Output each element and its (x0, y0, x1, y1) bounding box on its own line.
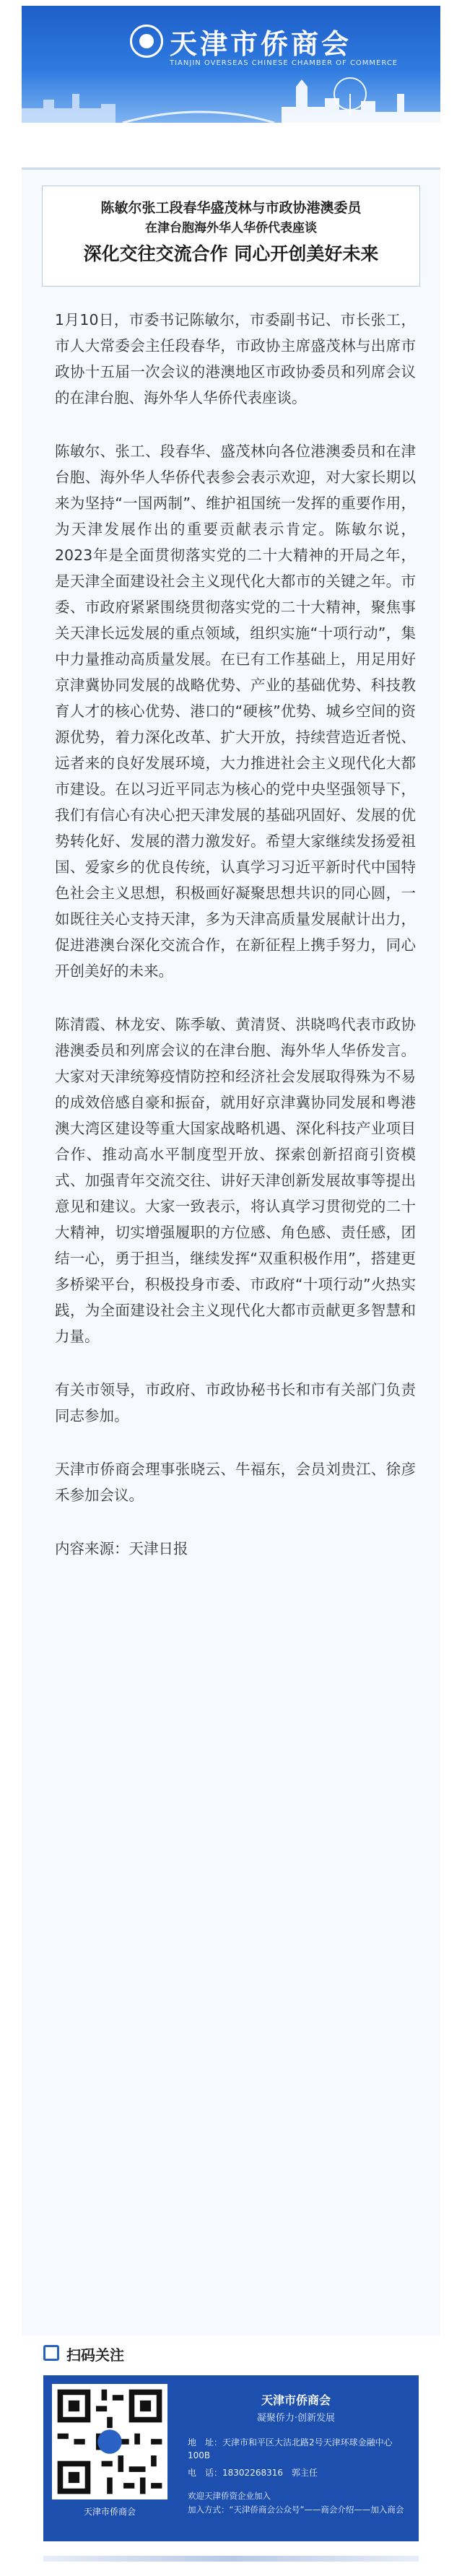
invite-text (188, 2489, 411, 2517)
scan-follow-row (43, 2339, 419, 2368)
qr-code-icon (52, 2384, 167, 2499)
org-slogan: 凝聚侨力·创新发展 (256, 2413, 336, 2424)
article-paragraph: 1月10日，市委书记陈敏尔，市委副书记、市长张工，市人大常委会主任段春华，市政协主席盛茂林与出席市政协十五届一次会议的港澳地区市政协委员和列席会议的在津台胞、海外华人华侨代表座谈。 (55, 311, 416, 406)
footer (22, 2339, 440, 2570)
qr-code[interactable] (52, 2384, 167, 2499)
article-paragraph: 有关市领导，市政府、市政协秘书长和市有关部门负责同志参加。 (55, 1381, 416, 1424)
address-value: 天津市和平区大沽北路2号天津环球金融中心100B (188, 2437, 393, 2460)
article-frame (22, 167, 440, 2336)
chamber-logo-icon (130, 25, 163, 58)
footer-divider (43, 2556, 419, 2562)
article-paragraph: 陈清霞、林龙安、陈季敏、黄清贤、洪晓鸣代表市政协港澳委员和列席会议的在津台胞、海外华人华侨发言。大家对天津统筹疫情防控和经济社会发展取得殊为不易的成效倍感自豪和振奋，就用好京津冀协同发展和粤港澳大湾区建设等重大国家战略机遇、深化科技产业项目合作、推动高水平制度型开放、探索创新招商引资模式、加强青年交流交往、讲好天津创新发展故事等提出意见和建议。大家一致表示，将认真学习贯彻党的二十大精神，切实增强履职的方位感、角色感、责任感，团结一心，勇于担当，继续发挥“双重积极作用”，搭建更多桥梁平台，积极投身市委、市政府“十项行动”火热实践，为全面建设社会主义现代化大都市贡献更多智慧和力量。 (55, 1016, 416, 1345)
banner-title: 天津市侨商会 (170, 27, 352, 60)
article-paragraph: 天津市侨商会理事张晓云、牛福东，会员刘贵江、徐彦禾参加会议。 (55, 1461, 416, 1504)
article-header (42, 186, 420, 287)
scan-follow-label: 扫码关注 (66, 2346, 124, 2364)
qr-caption: 天津市侨商会 (83, 2507, 136, 2517)
banner-subtitle: TIANJIN OVERSEAS CHINESE CHAMBER OF COMMERCE (170, 59, 398, 67)
scan-icon (43, 2345, 59, 2361)
article-kicker-line1: 陈敏尔张工段春华盛茂林与市政协港澳委员 (100, 200, 362, 216)
article-kicker-line2: 在津台胞海外华人华侨代表座谈 (145, 221, 317, 235)
city-skyline-graphic (22, 72, 440, 123)
invite-line: 加入方式：“天津侨商会公众号”——商会介绍——加入商会 (188, 2505, 404, 2515)
phone-value: 18302268316 郭主任 (222, 2468, 318, 2478)
article-source: 内容来源：天津日报 (55, 1540, 188, 1557)
address-row (188, 2436, 404, 2462)
header-banner (22, 6, 440, 123)
article-headline: 深化交往交流合作 同心开创美好未来 (83, 243, 379, 264)
contact-card (43, 2375, 419, 2541)
phone-label: 电 话： (188, 2468, 223, 2478)
address-label: 地 址： (188, 2437, 223, 2447)
article-body (55, 307, 416, 1589)
org-name: 天津市侨商会 (261, 2393, 331, 2407)
article-paragraph: 陈敏尔、张工、段春华、盛茂林向各位港澳委员和在津台胞、海外华人华侨代表参会表示欢迎，对大家长期以来为坚持“一国两制”、维护祖国统一发挥的重要作用，为天津发展作出的重要贡献表示肯定。陈敏尔说，2023年是全面贯彻落实党的二十大精神的开局之年，是天津全面建设社会主义现代化大都市的关键之年。市委、市政府紧紧围绕贯彻落实党的二十大精神，聚焦事关天津长远发展的重点领域，组织实施“十项行动”，集中力量推动高质量发展。在已有工作基础上，用足用好京津冀协同发展的战略优势、产业的基础优势、科技教育人才的核心优势、港口的“硬核”优势、城乡空间的资源优势，着力深化改革、扩大开放，持续营造近者悦、远者来的良好发展环境，大力推进社会主义现代化大都市建设。在以习近平同志为核心的党中央坚强领导下，我们有信心有决心把天津发展的基础巩固好、发展的优势转化好、发展的潜力激发好。希望大家继续发扬爱祖国、爱家乡的优良传统，认真学习习近平新时代中国特色社会主义思想，积极画好凝聚思想共识的同心圆，一如既往关心支持天津，多为天津高质量发展献计出力，促进港澳台深化交流合作，在新征程上携手努力，同心开创美好的未来。 (55, 443, 416, 980)
invite-line: 欢迎天津侨资企业加入 (188, 2491, 271, 2501)
phone-row (188, 2466, 404, 2479)
